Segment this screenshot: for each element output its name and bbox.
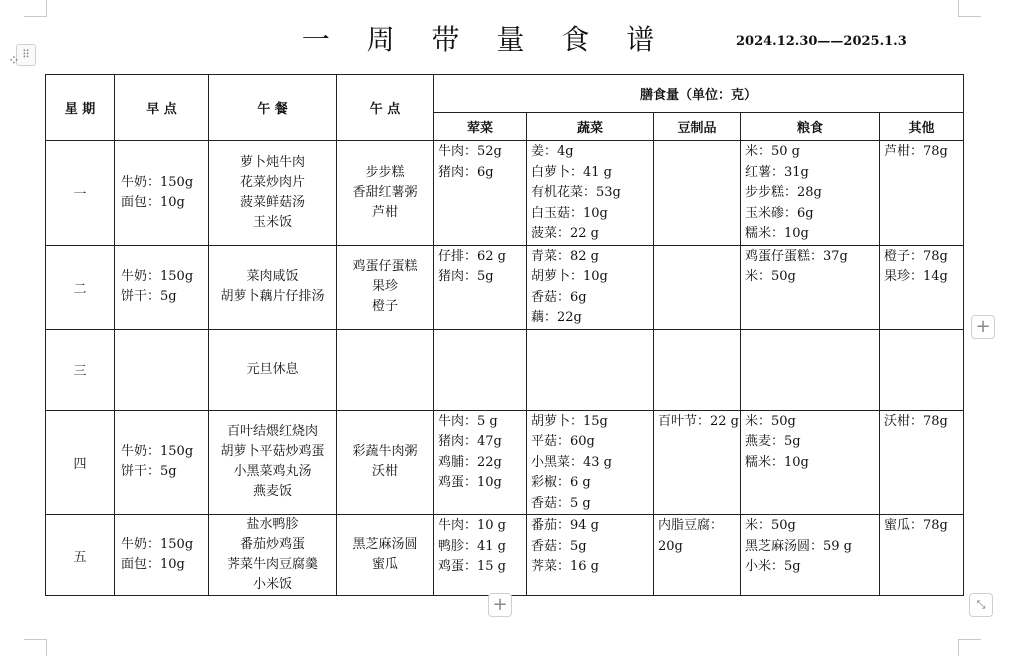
cell-line: 牛肉：5 g: [438, 413, 498, 429]
other-cell: [880, 410, 964, 515]
weekday-cell: 一: [46, 141, 115, 246]
cell-line: 橙子: [371, 299, 398, 314]
weekday-cell: 五: [46, 515, 115, 596]
cell-line: 元旦休息: [246, 361, 299, 377]
grain-cell: [741, 515, 880, 596]
cell-line: 平菇：60g: [531, 434, 595, 449]
cell-line: 橙子：78g: [884, 248, 948, 264]
grain-cell: [741, 329, 880, 410]
cell-line: 饼干：5g: [121, 289, 177, 304]
expand-icon[interactable]: ⤡: [969, 593, 993, 617]
cell-line: 青菜：82 g: [531, 248, 599, 264]
cell-line: 黑芝麻汤圆：59 g: [745, 538, 852, 554]
cell-line: 彩蔬牛肉粥: [352, 444, 418, 460]
cell-line: 彩椒：6 g: [531, 475, 591, 490]
cell-line: 步步糕：28g: [745, 185, 822, 200]
cell-line: 香甜红薯粥: [352, 184, 418, 200]
grain-cell: [741, 141, 880, 246]
breakfast-cell: [115, 410, 209, 515]
header-lunch: 午 餐: [209, 75, 337, 141]
other-cell: [880, 141, 964, 246]
cell-line: 果珍: [371, 279, 398, 294]
table-row: [46, 245, 964, 329]
meat-cell: [434, 410, 527, 515]
cell-line: 牛奶：150g: [121, 269, 194, 284]
add-column-button[interactable]: +: [971, 315, 995, 339]
table-row: [46, 141, 964, 246]
soy-cell: [654, 245, 741, 329]
breakfast-cell: [115, 245, 209, 329]
header-soy: 豆制品: [654, 113, 741, 141]
meat-cell: [434, 141, 527, 246]
cell-line: 燕麦：5g: [745, 434, 801, 449]
cell-line: 鸡蛋仔蛋糕：37g: [745, 248, 848, 264]
cell-line: 姜：4g: [531, 144, 574, 159]
soy-cell: [654, 141, 741, 246]
cell-line: 牛奶：150g: [121, 444, 194, 460]
cell-line: 菜肉咸饭: [246, 269, 299, 284]
cell-line: 鸡脯：22g: [438, 454, 502, 470]
meat-cell: [434, 329, 527, 410]
table-move-icon[interactable]: ⁘: [8, 53, 18, 69]
date-range: 2024.12.30——2025.1.3: [736, 34, 907, 49]
cell-line: 小黑菜鸡丸汤: [233, 464, 312, 480]
cell-line: 牛肉：10 g: [438, 518, 506, 533]
breakfast-cell: [115, 141, 209, 246]
cell-line: 百叶节：22 g: [658, 413, 739, 429]
cell-line: 鸡蛋：15 g: [438, 559, 506, 574]
header-meat: 荤菜: [434, 113, 527, 141]
cell-line: 香菇：5 g: [531, 495, 591, 511]
vegetables-cell: [527, 245, 654, 329]
cell-line: 番茄：94 g: [531, 518, 599, 533]
cell-line: 藕：22g: [531, 310, 582, 325]
lunch-cell: [209, 329, 337, 410]
cell-line: 小黑菜：43 g: [531, 454, 612, 470]
cell-line: 糯米：10g: [745, 226, 809, 241]
page-corner-mark: [24, 0, 47, 17]
snack-cell: [337, 515, 434, 596]
cell-line: 玉米饭: [252, 214, 292, 230]
page-title: 一 周 带 量 食 谱: [301, 23, 669, 56]
cell-line: 黑芝麻汤圆: [352, 537, 418, 552]
snack-cell: [337, 410, 434, 515]
header-vegetables: 蔬菜: [527, 113, 654, 141]
weekday-cell: 四: [46, 410, 115, 515]
cell-line: 20g: [658, 538, 683, 554]
cell-line: 小米饭: [252, 577, 292, 592]
vegetables-cell: [527, 141, 654, 246]
cell-line: 芦柑: [371, 204, 398, 220]
cell-line: 菠菜：22 g: [531, 226, 599, 241]
breakfast-cell: [115, 515, 209, 596]
header-intake-group: 膳食量（单位：克）: [434, 75, 964, 113]
header-grain: 粮食: [741, 113, 880, 141]
cell-line: 沃柑: [371, 464, 398, 480]
cell-line: 饼干：5g: [121, 464, 177, 480]
snack-cell: [337, 329, 434, 410]
header-other: 其他: [880, 113, 964, 141]
lunch-cell: [209, 141, 337, 246]
cell-line: 有机花菜：53g: [531, 185, 621, 200]
grain-cell: [741, 245, 880, 329]
other-cell: [880, 245, 964, 329]
cell-line: 胡萝卜平菇炒鸡蛋: [220, 444, 325, 460]
breakfast-cell: [115, 329, 209, 410]
cell-line: 花菜炒肉片: [239, 174, 305, 190]
cell-line: 荠菜：16 g: [531, 559, 599, 574]
table-row: [46, 515, 964, 596]
cell-line: 胡萝卜藕片仔排汤: [220, 289, 325, 304]
table-row: [46, 410, 964, 515]
cell-line: 内脂豆腐：: [658, 518, 724, 533]
cell-line: 玉米碜：6g: [745, 205, 814, 221]
weekday-cell: 二: [46, 245, 115, 329]
page-corner-mark: [958, 639, 981, 656]
lunch-cell: [209, 245, 337, 329]
page-corner-mark: [958, 0, 981, 17]
cell-line: 番茄炒鸡蛋: [239, 537, 305, 552]
add-row-button[interactable]: +: [488, 593, 512, 617]
cell-line: 白萝卜：41 g: [531, 164, 612, 180]
snack-cell: [337, 245, 434, 329]
cell-line: 鸡蛋：10g: [438, 475, 502, 490]
cell-line: 荠菜牛肉豆腐羹: [226, 557, 318, 572]
menu-table: [45, 74, 964, 596]
cell-line: 香菇：5g: [531, 538, 587, 554]
header-weekday: 星 期: [46, 75, 115, 141]
cell-line: 仔排：62 g: [438, 248, 506, 264]
cell-line: 面包：10g: [121, 557, 185, 572]
vegetables-cell: [527, 515, 654, 596]
cell-line: 菠菜鲜菇汤: [239, 194, 305, 210]
cell-line: 牛奶：150g: [121, 537, 194, 552]
cell-line: 米：50 g: [745, 144, 800, 159]
cell-line: 胡萝卜：10g: [531, 269, 608, 284]
cell-line: 盐水鸭胗: [246, 517, 299, 532]
cell-line: 小米：5g: [745, 559, 801, 574]
cell-line: 糯米：10g: [745, 454, 809, 470]
meat-cell: [434, 245, 527, 329]
cell-line: 萝卜炖牛肉: [239, 154, 305, 170]
lunch-cell: [209, 515, 337, 596]
block-handle-icon[interactable]: ⠿: [16, 44, 36, 66]
cell-line: 胡萝卜：15g: [531, 413, 608, 429]
cell-line: 牛奶：150g: [121, 174, 194, 190]
cell-line: 步步糕: [365, 164, 405, 180]
cell-line: 芦柑：78g: [884, 144, 948, 159]
cell-line: 百叶结煨红烧肉: [226, 424, 318, 440]
vegetables-cell: [527, 410, 654, 515]
cell-line: 米：50g: [745, 269, 796, 284]
table-row: [46, 329, 964, 410]
other-cell: [880, 329, 964, 410]
cell-line: 鸭胗：41 g: [438, 538, 506, 554]
cell-line: 燕麦饭: [252, 484, 292, 500]
header-breakfast: 早 点: [115, 75, 209, 141]
weekday-cell: 三: [46, 329, 115, 410]
cell-line: 猪肉：47g: [438, 434, 502, 449]
cell-line: 香菇：6g: [531, 289, 587, 305]
lunch-cell: [209, 410, 337, 515]
cell-line: 牛肉：52g: [438, 144, 502, 159]
cell-line: 红薯：31g: [745, 164, 809, 180]
page-corner-mark: [24, 639, 47, 656]
cell-line: 猪肉：6g: [438, 164, 494, 180]
cell-line: 面包：10g: [121, 194, 185, 210]
soy-cell: [654, 515, 741, 596]
cell-line: 鸡蛋仔蛋糕: [352, 259, 418, 274]
other-cell: [880, 515, 964, 596]
cell-line: 米：50g: [745, 518, 796, 533]
soy-cell: [654, 329, 741, 410]
meat-cell: [434, 515, 527, 596]
soy-cell: [654, 410, 741, 515]
cell-line: 白玉菇：10g: [531, 205, 608, 221]
cell-line: 米：50g: [745, 413, 796, 429]
cell-line: 蜜瓜：78g: [884, 518, 948, 533]
grain-cell: [741, 410, 880, 515]
cell-line: 猪肉：5g: [438, 269, 494, 284]
cell-line: 蜜瓜: [371, 557, 398, 572]
cell-line: 沃柑：78g: [884, 413, 948, 429]
snack-cell: [337, 141, 434, 246]
vegetables-cell: [527, 329, 654, 410]
cell-line: 果珍：14g: [884, 269, 948, 284]
header-snack: 午 点: [337, 75, 434, 141]
